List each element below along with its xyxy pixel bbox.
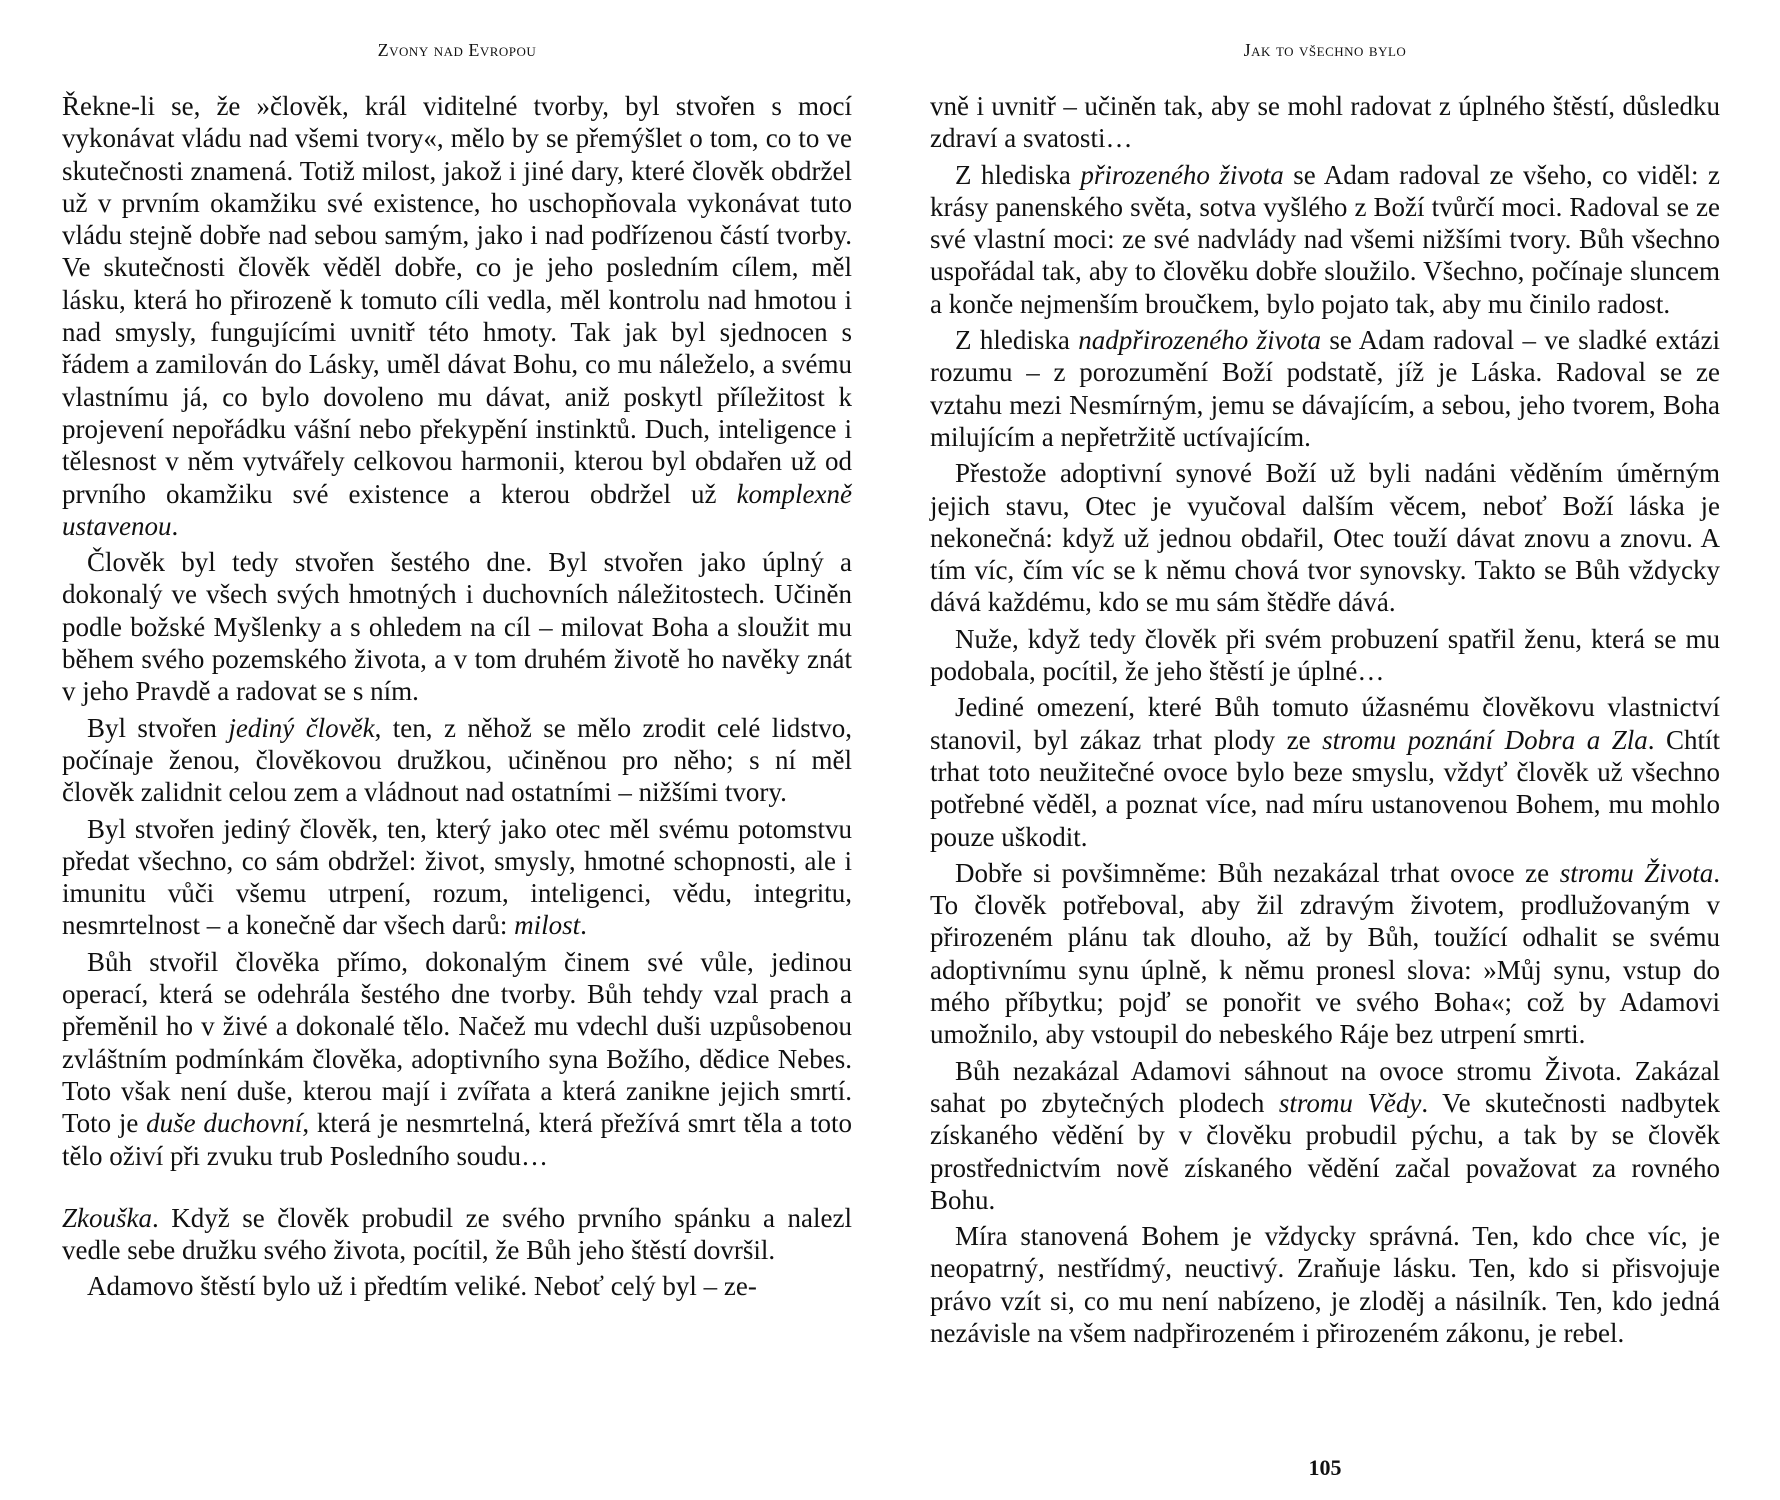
text-run: . To člověk potřeboval, aby žil zdravým životem, prodlužovaným v přirozeném plánu tak dlouho, až by Bůh, toužící odhalit se svému adoptivnímu synu úplně, k němu pronesl slova: »Můj synu, vstup do mého příbytku; pojď se ponořit ve svého Boha«; což by Adamovi umožnilo, aby vstoupil do nebeského Ráje bez utrpení smrti. (930, 857, 1721, 1050)
text-run: Přestože adoptivní synové Boží už byli nadáni věděním úměrným jejich stavu, Otec je vyučoval dalším věcem, neboť Boží láska je nekonečná: když už jednou obdařil, Otec touží dávat znovu a znovu. A tím víc, čím víc se k němu chová tvor synovsky. Takto se Bůh vždycky dává každému, kdo se mu sám štědře dává. (930, 458, 1720, 618)
italic-run: komplexně ustavenou (62, 478, 852, 541)
text-run: Adamovo štěstí bylo už i předtím veliké. Neboť celý byl – ze- (87, 1271, 757, 1302)
italic-run: stromu poznání Dobra a Zla (1322, 724, 1648, 755)
italic-run: milost (514, 910, 581, 941)
left-running-head: Zvony nad Evropou (377, 40, 537, 60)
paragraph (62, 813, 852, 942)
italic-run: duše duchovní (146, 1108, 303, 1139)
italic-run: Zkouška (62, 1202, 152, 1233)
text-run: Z hlediska (955, 159, 1081, 190)
paragraph (62, 90, 852, 542)
text-run: se Adam radoval ze všeho, co viděl: z krásy panenského světa, sotva vyšlého z Boží tvůrčí moci. Radoval se ze své vlastní moci: ze své nadvlády nad všemi nižšími tvory. Bůh všechno uspořádal tak, aby to člověku dobře sloužilo. Všechno, počínaje sluncem a konče nejmenším broučkem, bylo pojato tak, aby mu činilo radost. (930, 159, 1720, 319)
right-running-head: Jak to všechno bylo (1243, 40, 1407, 60)
text-run: . Chtít trhat toto neužitečné ovoce bylo beze smyslu, vždyť člověk už všechno potřebné věděl, a poznat více, nad míru ustanovenou Bohem, mu mohlo pouze uškodit. (930, 724, 1720, 852)
paragraph (62, 1270, 852, 1302)
text-run: Nuže, když tedy člověk při svém probuzení spatřil ženu, která se mu podobala, pocítil, že jeho štěstí je úplné… (930, 623, 1720, 687)
text-run: Míra stanovená Bohem je vždycky správná. Ten, kdo chce víc, je neopatrný, nestřídmý, neuctivý. Zraňuje lásku. Ten, kdo si přisvojuje právo vzít si, co mu není nabízeno, je zloděj a násilník. Ten, kdo jedná nezávisle na všem nadpřirozeném i přirozeném zákonu, je rebel. (930, 1221, 1720, 1348)
paragraph (62, 1202, 852, 1267)
left-page-body (62, 90, 852, 1303)
text-run: . Ve skutečnosti nadbytek získaného vědění by v člověku probudil pýchu, a tak by se člověk prostřednictvím nově získaného vědění začal považovat za rovného Bohu. (930, 1087, 1720, 1215)
italic-run: nadpřirozeného života (1078, 325, 1322, 356)
text-run: Bůh nezakázal Adamovi sáhnout na ovoce stromu Života. Zakázal sahat po zbytečných plodech (930, 1055, 1720, 1118)
text-run: . (580, 910, 587, 941)
text-run: . Když se člověk probudil ze svého prvního spánku a nalezl vedle sebe družku svého života, pocítil, že Bůh jeho štěstí dovršil. (62, 1202, 852, 1266)
text-run: Dobře si povšimněme: Bůh nezakázal trhat ovoce ze (955, 857, 1560, 888)
text-run: Byl stvořen jediný člověk, ten, který jako otec měl svému potomstvu předat všechno, co sám obdržel: život, smysly, hmotné schopnosti, ale i imunitu vůči všemu utrpení, rozum, inteligenci, vědu, integritu, nesmrtelnost – a konečně dar všech darů: (62, 813, 852, 941)
right-page-footer (930, 0, 1720, 1500)
text-run: Člověk byl tedy stvořen šestého dne. Byl stvořen jako úplný a dokonalý ve všech svých hmotných i duchovních náležitostech. Učiněn podle božské Myšlenky a s ohledem na cíl – milovat Boha a sloužit mu během svého pozemského života, a v tom druhém životě ho navěky znát v jeho Pravdě a radovat se s ním. (62, 547, 852, 707)
left-page (62, 40, 852, 1307)
text-run: Z hlediska (955, 325, 1079, 356)
text-run: Byl stvořen (87, 712, 229, 743)
paragraph (62, 546, 852, 707)
text-run: , ten, z něhož se mělo zrodit celé lidstvo, počínaje ženou, člověkovou družkou, učiněnou pro něho; s ní měl člověk zalidnit celou zem a vládnout nad ostatními – nižšími tvory. (62, 712, 852, 808)
italic-run: jediný člověk (228, 712, 375, 743)
text-run: . (171, 510, 179, 541)
text-run: , která je nesmrtelná, která přežívá smrt těla a toto tělo oživí při zvuku trub Posledního soudu… (62, 1108, 852, 1171)
italic-run: přirozeného života (1080, 159, 1284, 190)
page-number: 105 (1308, 1455, 1342, 1480)
text-run: Řekne-li se, že »člověk, král viditelné tvorby, byl stvořen s mocí vykonávat vládu nad všemi tvory«, mělo by se přemýšlet o tom, co to ve skutečnosti znamená. Totiž milost, jakož i jiné dary, které člověk obdržel už v prvním okamžiku své existence, ho uschopňovala vykonávat tuto vládu stejně dobře nad sebou samým, jako i nad podřízenou částí tvorby. Ve skutečnosti člověk věděl dobře, co je jeho posledním cílem, měl lásku, která ho přirozeně k tomuto cíli vedla, měl kontrolu nad hmotou i nad smysly, fungujícími uvnitř této hmoty. Tak jak byl sjednocen s řádem a zamilován do Lásky, uměl dávat Bohu, co mu náleželo, a svému vlastnímu já, co bylo dovoleno mu dávat, aniž poskytl příležitost k projevení nepořádku vášní nebo překypění instinktů. Duch, inteligence i tělesnost v něm vytvářely celkovou harmonii, kterou byl obdařen už od prvního okamžiku své existence a kterou obdržel už (62, 91, 852, 509)
italic-run: stromu Života (1559, 857, 1714, 888)
text-run: se Adam radoval – ve sladké extázi rozumu – z porozumění Boží podstatě, jíž je Láska. Radoval se ze vztahu mezi Nesmírným, jemu se dávajícím, a sebou, jeho tvorem, Boha milujícím a nepřetržitě uctívajícím. (930, 325, 1720, 452)
paragraph (62, 946, 852, 1172)
text-run: vně i uvnitř – učiněn tak, aby se mohl radovat z úplného štěstí, důsledku zdraví a svatosti… (930, 91, 1720, 154)
italic-run: stromu Vědy (1278, 1087, 1422, 1118)
text-run: Bůh stvořil člověka přímo, dokonalým činem své vůle, jedinou operací, která se odehrála šestého dne tvorby. Bůh tehdy vzal prach a přeměnil ho v živé a dokonalé tělo. Načež mu vdechl duši uzpůsobenou zvláštním podmínkám člověka, adoptivního syna Božího, dědice Nebes. Toto však není duše, kterou mají i zvířata a která zanikne jejich smrtí. Toto je (62, 946, 852, 1139)
paragraph (62, 712, 852, 809)
text-run: Jediné omezení, které Bůh tomuto úžasnému člověkovu vlastnictví stanovil, byl zákaz trhat plody ze (930, 692, 1720, 755)
